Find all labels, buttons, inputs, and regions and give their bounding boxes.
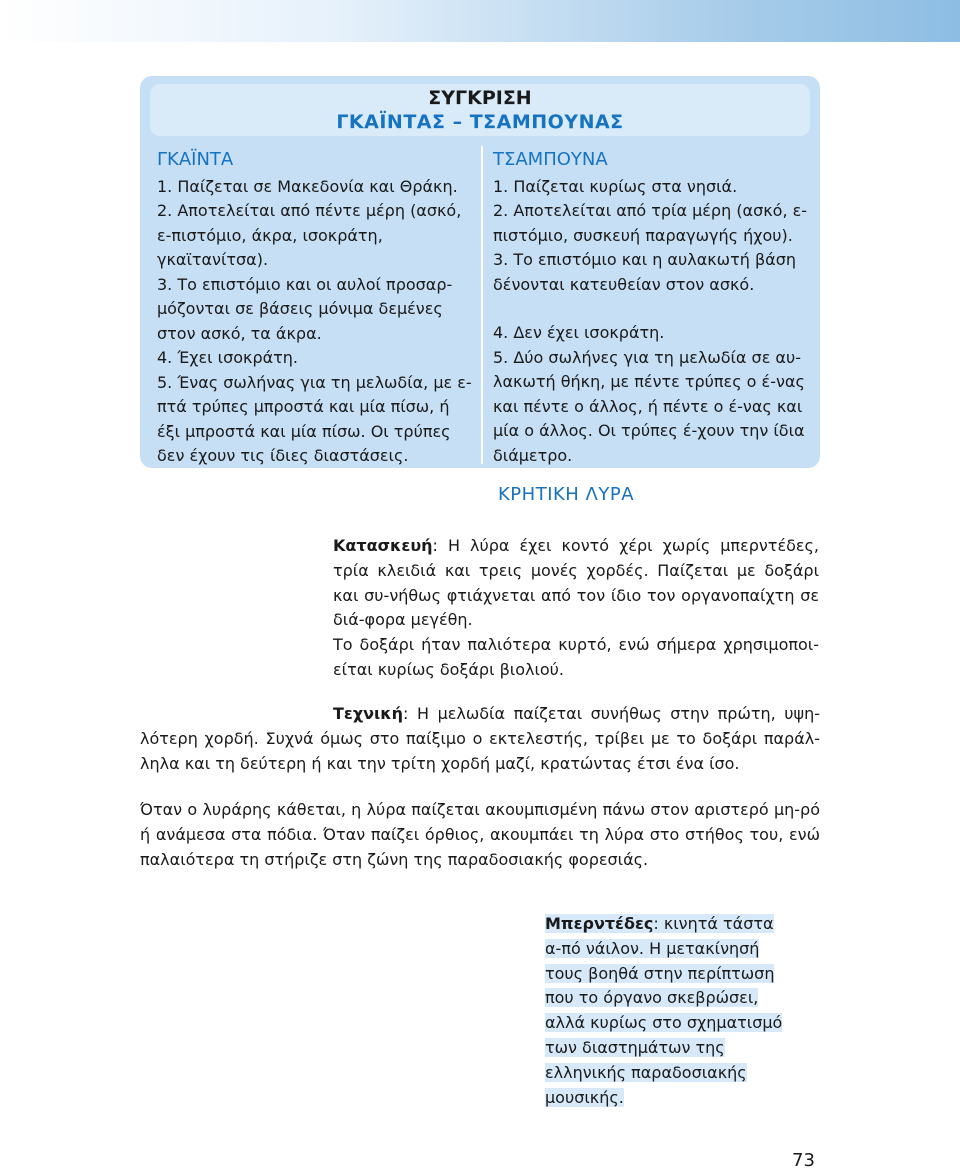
comparison-title-line1: ΣΥΓΚΡΙΣΗ xyxy=(428,87,532,109)
technique-text: : Η μελωδία παίζεται συνήθως στην πρώτη, υψη-λότερη χορδή. Συχνά όμως στο παίξιμο ο εκτελεστής, τρίβει με το δοξάρι παράλ-ληλα και τη δεύτερη ή και την τρίτη χορδή μαζί, κρατώντας έτσι ένα ίσο. xyxy=(140,704,820,773)
list-item: 3. Το επιστόμιο και η αυλακωτή βάση δένονται κατευθείαν στον ασκό. xyxy=(493,250,796,294)
list-item: 2. Αποτελείται από πέντε μέρη (ασκό, ε-πιστόμιο, άκρα, ισοκράτη, γκαϊτανίτσα). xyxy=(157,201,462,269)
list-spacer xyxy=(493,297,813,321)
side-note-label: Μπερντέδες xyxy=(545,914,654,933)
side-note xyxy=(545,912,787,1110)
comparison-title xyxy=(150,86,810,134)
side-note-text: : κινητά τάστα α-πό νάιλον. Η μετακίνησή τους βοηθά στην περίπτωση που το όργανο σκεβρώσει, αλλά κυρίως στο σχηματισμό των διαστημάτων της ελληνικής παραδοσιακής μουσικής. xyxy=(545,914,783,1107)
construction-text: : Η λύρα έχει κοντό χέρι χωρίς μπερντέδες, τρία κλειδιά και τρεις μονές χορδές. Παίζεται με δοξάρι και συ-νήθως φτιάχνεται από τον ίδιο τον οργανοπαίχτη σε διά-φορα μεγέθη. xyxy=(333,536,819,630)
tsambouna-column xyxy=(493,148,813,468)
technique-label: Τεχνική xyxy=(333,704,404,723)
list-item: 1. Παίζεται σε Μακεδονία και Θράκη. xyxy=(157,176,458,196)
page-number: 73 xyxy=(792,1150,815,1171)
list-item: 2. Αποτελείται από τρία μέρη (ασκό, ε-πιστόμιο, συσκευή παραγωγής ήχου). xyxy=(493,201,808,245)
gaida-column xyxy=(157,148,477,469)
list-item: 5. Ένας σωλήνας για τη μελωδία, με ε-πτά τρύπες μπροστά και μία πίσω, ή έξι μπροστά και μία πίσω. Οι τρύπες δεν έχουν τις ίδιες διαστάσεις. xyxy=(157,372,472,465)
gaida-heading: ΓΚΑΪΝΤΑ xyxy=(157,149,234,170)
comparison-title-line2: ΓΚΑΪΝΤΑΣ – ΤΣΑΜΠΟΥΝΑΣ xyxy=(336,111,624,133)
bow-text: Το δοξάρι ήταν παλιότερα κυρτό, ενώ σήμερα χρησιμοποι-είται κυρίως δοξάρι βιολιού. xyxy=(333,635,819,679)
top-decorative-band xyxy=(0,0,960,42)
technique-paragraph xyxy=(140,702,820,776)
lyra-section-title: ΚΡΗΤΙΚΗ ΛΥΡΑ xyxy=(498,484,635,505)
list-item: 3. Το επιστόμιο και οι αυλοί προσαρ-μόζονται σε βάσεις μόνιμα δεμένες στον ασκό, τα άκρα. xyxy=(157,274,453,343)
player-text: Όταν ο λυράρης κάθεται, η λύρα παίζεται ακουμπισμένη πάνω στον αριστερό μη-ρό ή ανάμεσα στα πόδια. Όταν παίζει όρθιος, ακουμπάει τη λύρα στο στήθος του, ενώ παλαιότερα τη στήριζε στη ζώνη της παραδοσιακής φορεσιάς. xyxy=(140,800,820,869)
list-item: 5. Δύο σωλήνες για τη μελωδία σε αυ-λακωτή θήκη, με πέντε τρύπες ο έ-νας και πέντε ο άλλος, ή πέντε ο έ-νας και μία ο άλλος. Οι τρύπες έ-χουν την ίδια διάμετρο. xyxy=(493,347,805,465)
list-item: 4. Έχει ισοκράτη. xyxy=(157,348,299,367)
player-paragraph xyxy=(140,798,820,872)
tsambouna-list xyxy=(493,175,813,469)
list-item: 1. Παίζεται κυρίως στα νησιά. xyxy=(493,176,738,196)
column-divider xyxy=(481,146,483,464)
list-item: 4. Δεν έχει ισοκράτη. xyxy=(493,323,665,342)
tsambouna-heading: ΤΣΑΜΠΟΥΝΑ xyxy=(493,149,608,170)
bow-paragraph xyxy=(333,633,819,683)
gaida-list xyxy=(157,175,477,469)
construction-paragraph xyxy=(333,534,819,633)
construction-label: Κατασκευή xyxy=(333,536,433,555)
side-note-body xyxy=(545,914,782,1107)
